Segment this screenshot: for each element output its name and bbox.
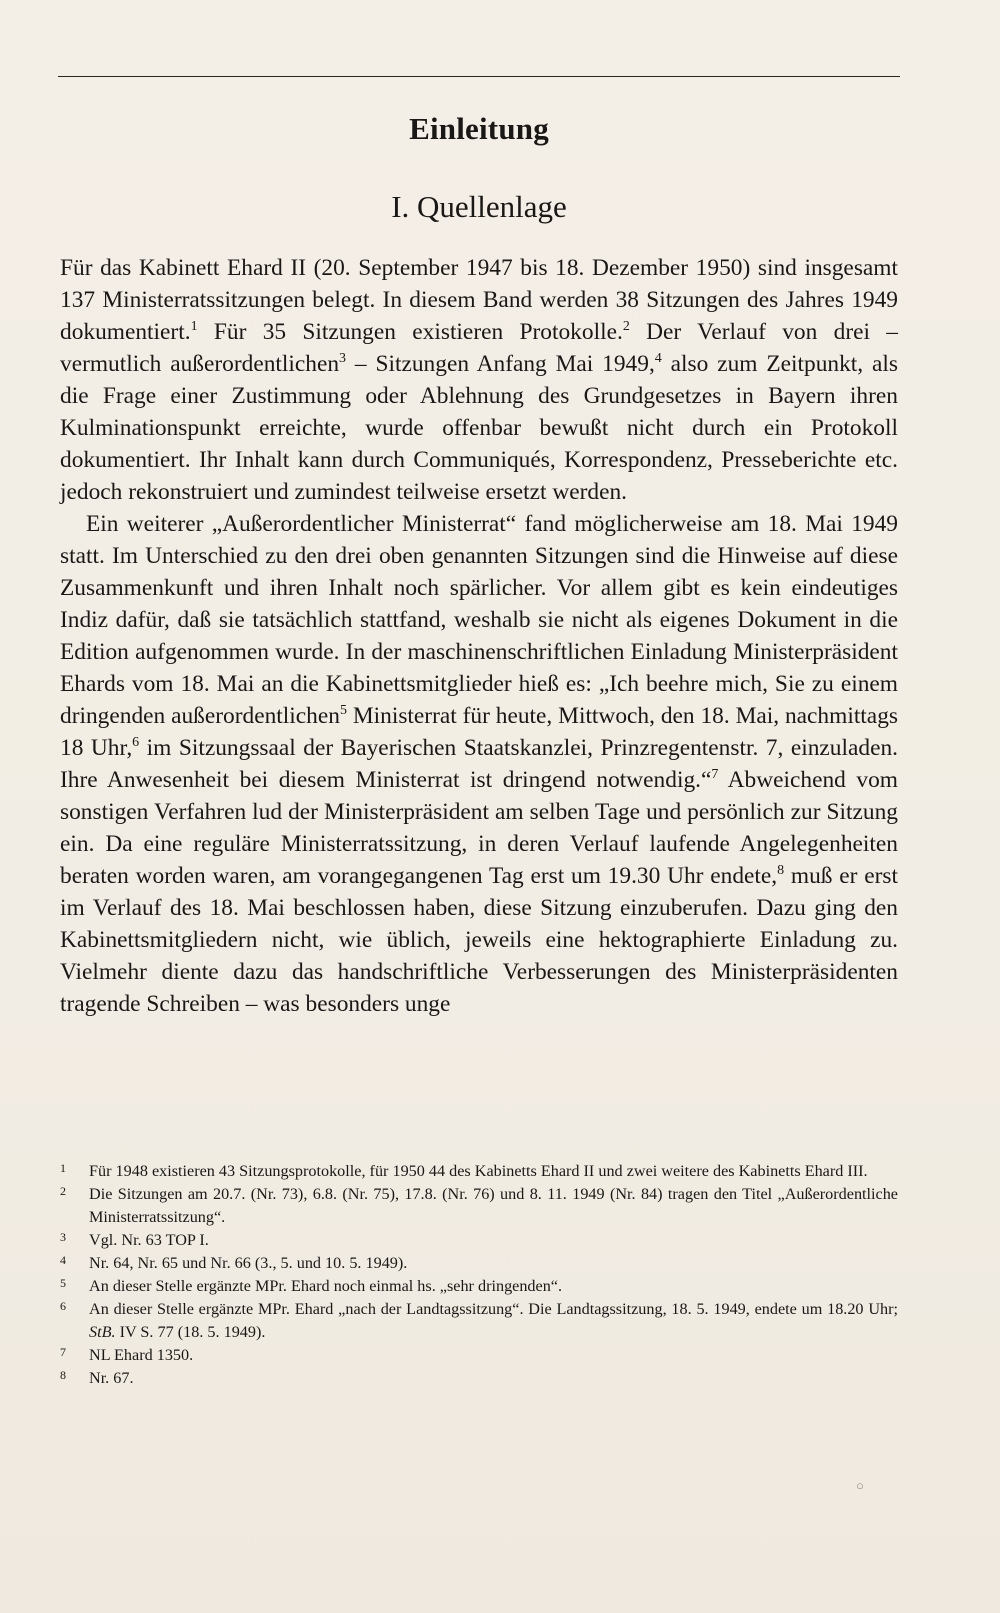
body-text — [60, 252, 898, 1020]
footnote-ref: 6 — [132, 735, 140, 750]
text-run: – Sitzungen Anfang Mai 1949, — [346, 351, 655, 377]
text-run: IV S. 77 (18. 5. 1949). — [115, 1323, 266, 1341]
footnotes — [60, 1160, 898, 1390]
footnote — [60, 1160, 898, 1183]
footnote — [60, 1275, 898, 1298]
text-run: im Sitzungssaal der Bayerischen Staatskanzlei, Prinzregentenstr. 7, einzuladen. Ihre Anwesenheit bei diesem Ministerrat ist dringend notwendig.“ — [60, 735, 898, 793]
footnote-ref: 1 — [190, 319, 198, 334]
footnote-ref: 3 — [339, 351, 347, 366]
footnote-ref: 8 — [777, 863, 785, 878]
text-run: Der Verlauf von drei – vermutlich außerordentlichen — [60, 319, 898, 377]
text-run: An dieser Stelle ergänzte MPr. Ehard noch einmal hs. „sehr dringenden“. — [89, 1277, 563, 1295]
text-run: Für 1948 existieren 43 Sitzungsprotokolle, für 1950 44 des Kabinetts Ehard II und zwei weitere des Kabinetts Ehard III. — [89, 1162, 868, 1180]
text-run: Für 35 Sitzungen existieren Protokolle. — [197, 319, 623, 345]
header-rule — [58, 76, 900, 77]
paragraph — [60, 508, 898, 1020]
footnote-number: 2 — [60, 1184, 66, 1198]
footnote-ref: 4 — [654, 351, 662, 366]
footnote-number: 5 — [60, 1276, 66, 1290]
text-run: muß er erst im Verlauf des 18. Mai beschlossen haben, diese Sitzung einzuberufen. Dazu ging den Kabinettsmitgliedern nicht, wie üblich, jeweils eine hektographierte Einladung zu. Vielmehr diente dazu das handschriftliche Verbesserungen des Ministerpräsidenten tragende Schreiben – was besonders unge — [60, 863, 898, 1017]
text-run: An dieser Stelle ergänzte MPr. Ehard „nach der Landtagssitzung“. Die Landtagssitzung, 18. 5. 1949, endete um 18.20 Uhr; — [89, 1300, 898, 1318]
footnote-number: 7 — [60, 1345, 66, 1359]
chapter-title: Einleitung — [409, 111, 549, 146]
text-run: Vgl. Nr. 63 TOP I. — [89, 1231, 209, 1249]
footnote-number: 8 — [60, 1368, 66, 1382]
footnote — [60, 1298, 898, 1344]
footnote-ref: 7 — [711, 767, 719, 782]
page-mark: ○ — [856, 1478, 864, 1493]
footnote-ref: 5 — [339, 703, 347, 718]
footnote — [60, 1229, 898, 1252]
text-run: NL Ehard 1350. — [89, 1346, 194, 1364]
footnote — [60, 1252, 898, 1275]
text-run: Ein weiterer „Außerordentlicher Ministerrat“ fand möglicherweise am 18. Mai 1949 statt. Im Unterschied zu den drei oben genannten Sitzungen sind die Hinweise auf diese Zusammenkunft und ihren Inhalt noch spärlicher. Vor allem gibt es kein eindeutiges Indiz dafür, daß sie tatsächlich stattfand, weshalb sie nicht als eigenes Dokument in die Edition aufgenommen wurde. In der maschinenschriftlichen Einladung Ministerpräsident Ehards vom 18. Mai an die Kabinettsmitglieder hieß es: „Ich beehre mich, Sie zu einem dringenden außerordentlichen — [60, 511, 898, 729]
text-run: also zum Zeitpunkt, als die Frage einer Zustimmung oder Ablehnung des Grundgesetzes in Bayern ihren Kulminationspunkt erreichte, wurde offenbar bewußt nicht durch ein Protokoll dokumentiert. Ihr Inhalt kann durch Communiqués, Korrespondenz, Presseberichte etc. jedoch rekonstruiert und zumindest teilweise ersetzt werden. — [60, 351, 898, 505]
footnote-number: 1 — [60, 1161, 66, 1175]
footnote — [60, 1367, 898, 1390]
footnote-number: 4 — [60, 1253, 66, 1267]
text-run: Ministerrat für heute, Mittwoch, den 18. Mai, nachmittags 18 Uhr, — [60, 703, 898, 761]
section-title: I. Quellenlage — [391, 189, 567, 224]
italic-text: StB. — [89, 1323, 116, 1341]
main-content — [60, 104, 898, 1020]
running-header-area — [58, 40, 900, 70]
text-run: Nr. 64, Nr. 65 und Nr. 66 (3., 5. und 10. 5. 1949). — [89, 1254, 408, 1272]
paragraph — [60, 252, 898, 508]
footnote-number: 3 — [60, 1230, 66, 1244]
text-run: Abweichend vom sonstigen Verfahren lud der Ministerpräsident am selben Tage und persönlich zur Sitzung ein. Da eine reguläre Ministerratssitzung, in deren Verlauf laufende Angelegenheiten beraten worden waren, am vorangegangenen Tag erst um 19.30 Uhr endete, — [60, 767, 898, 889]
footnote — [60, 1183, 898, 1229]
text-run: Die Sitzungen am 20.7. (Nr. 73), 6.8. (Nr. 75), 17.8. (Nr. 76) und 8. 11. 1949 (Nr. 84) tragen den Titel „Außerordentliche Ministerratssitzung“. — [89, 1185, 898, 1226]
text-run: Nr. 67. — [89, 1369, 134, 1387]
text-run: Für das Kabinett Ehard II (20. September 1947 bis 18. Dezember 1950) sind insgesamt 137 Ministerratssitzungen belegt. In diesem Band werden 38 Sitzungen des Jahres 1949 dokumentiert. — [60, 255, 898, 345]
footnote-ref: 2 — [622, 319, 630, 334]
footnote — [60, 1344, 898, 1367]
footnote-number: 6 — [60, 1299, 66, 1313]
